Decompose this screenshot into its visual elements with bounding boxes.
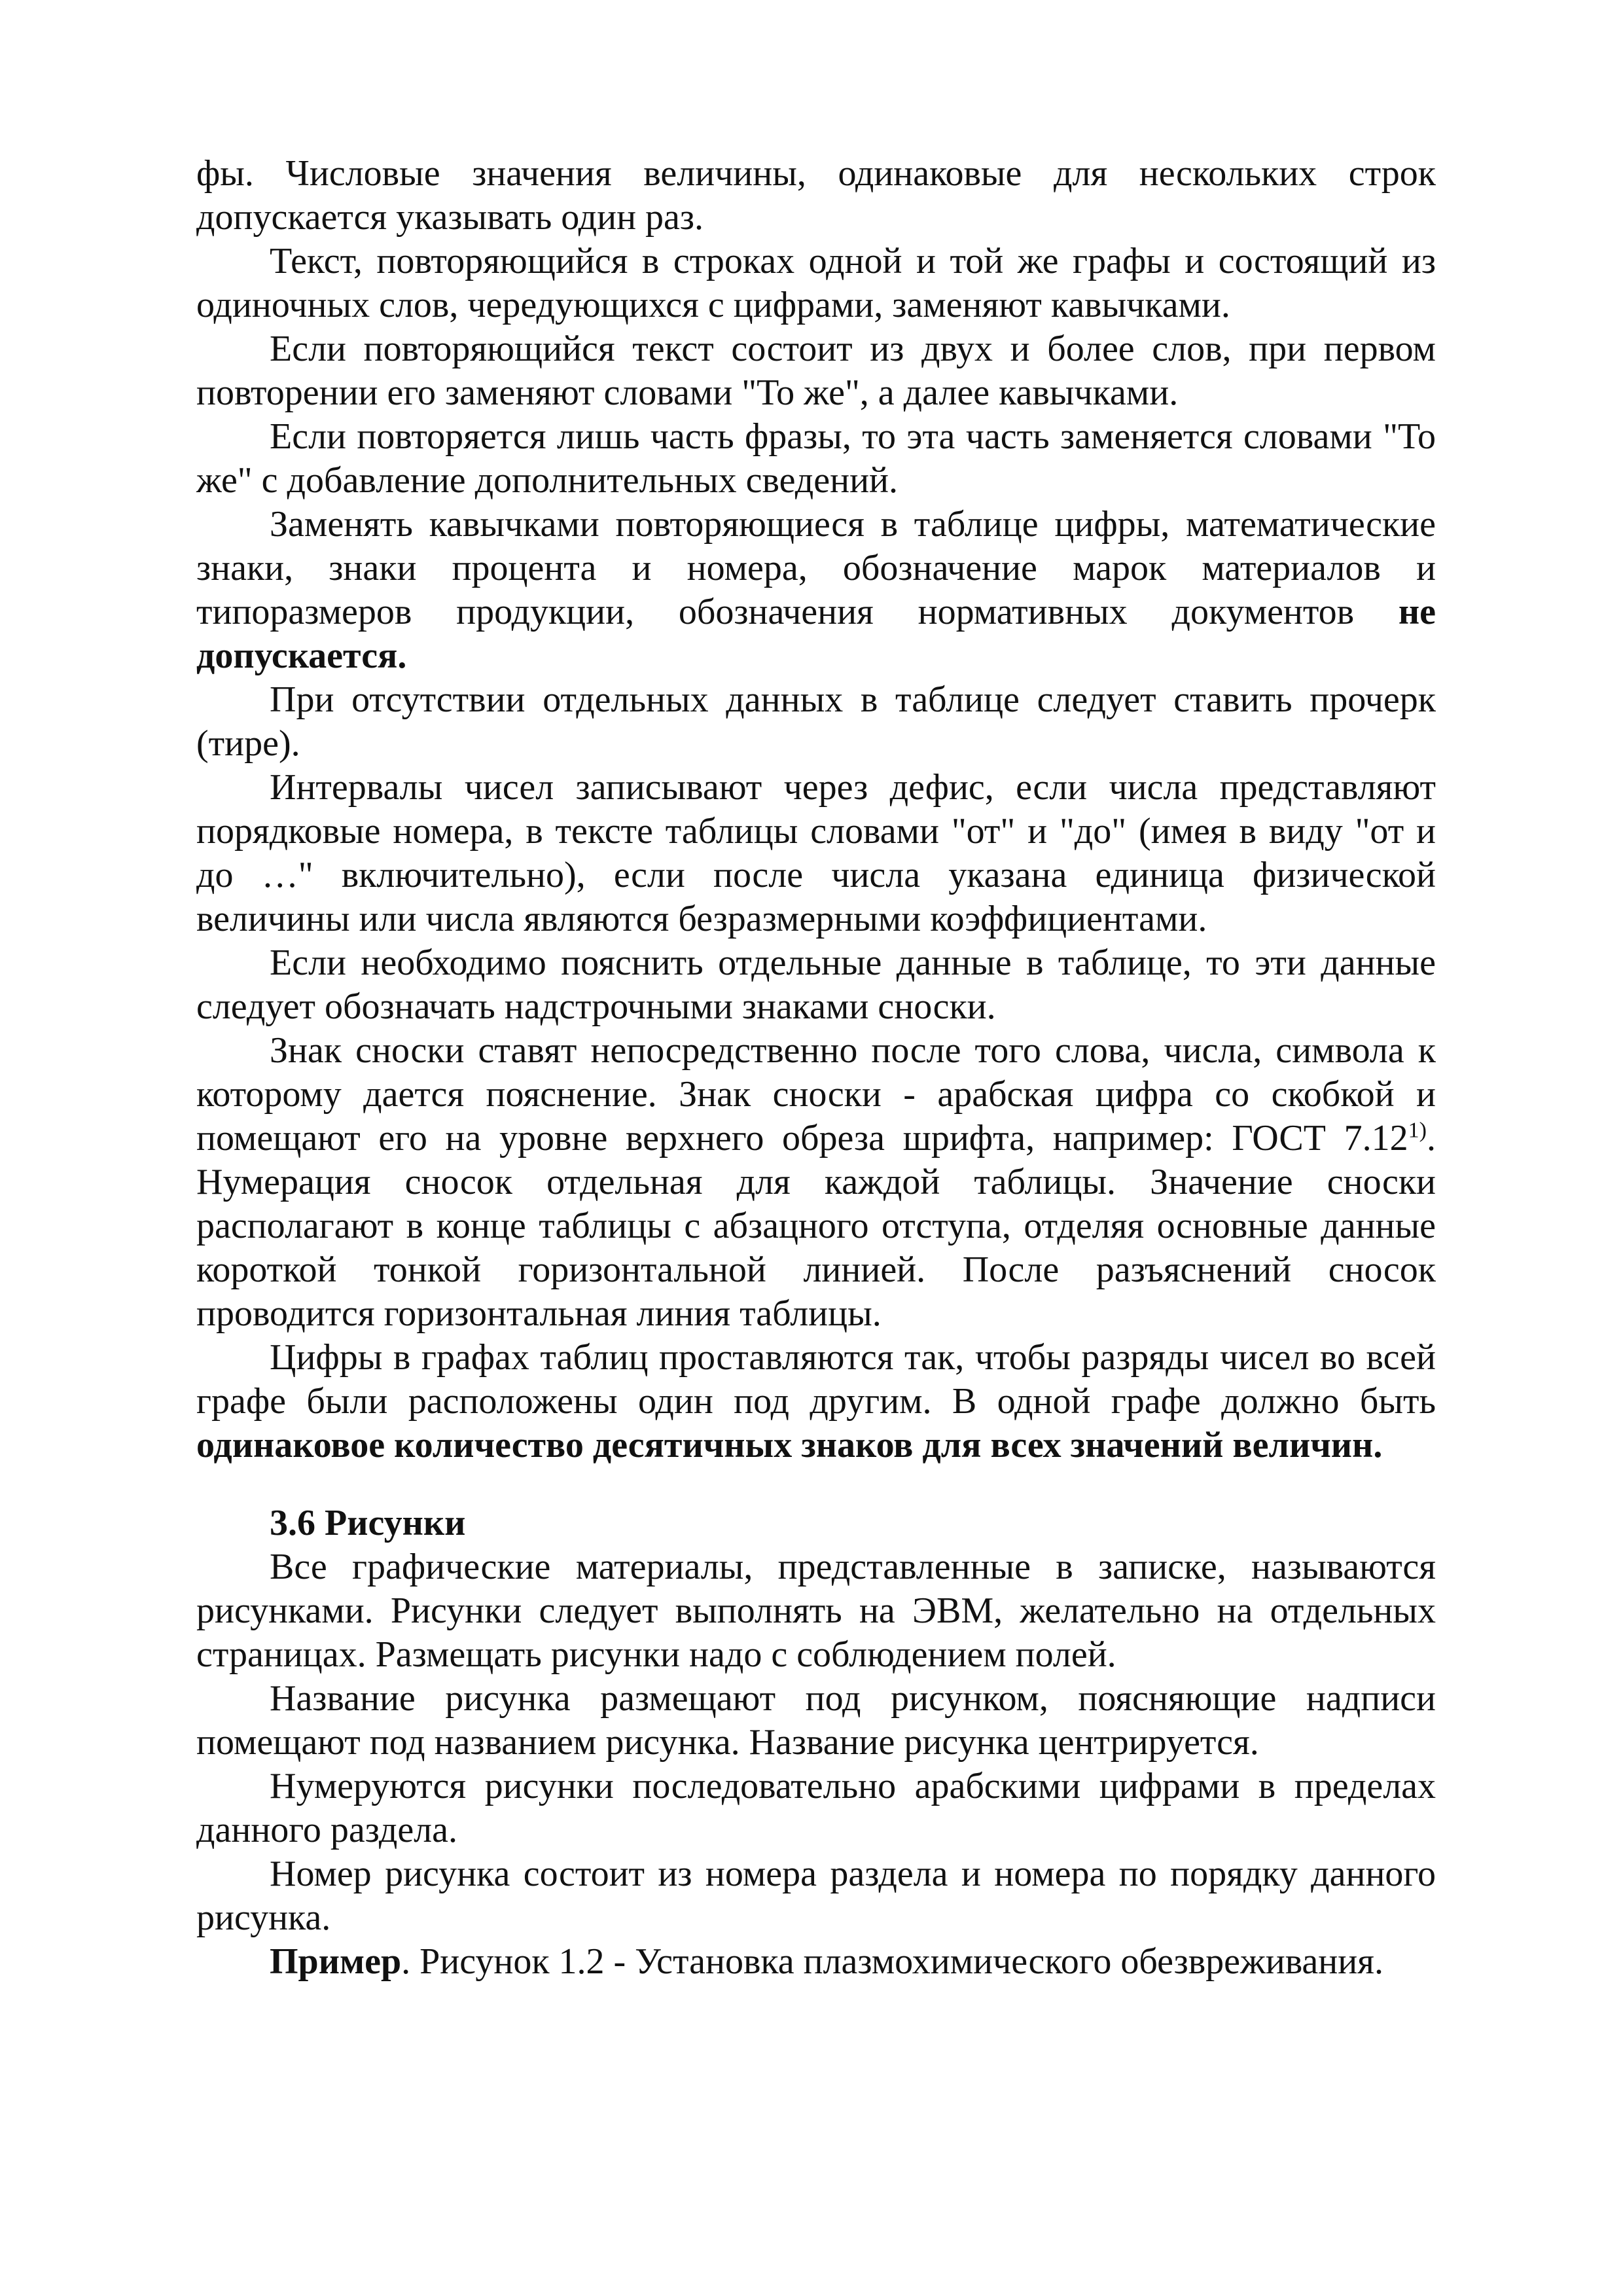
paragraph xyxy=(196,503,1436,678)
document-page xyxy=(196,152,1436,1984)
paragraph: Если повторяется лишь часть фразы, то эта часть заменяется словами "То же" с добавление дополнительных сведений. xyxy=(196,416,1436,501)
paragraph-text: Знак сноски ставят непосредственно после того слова, числа, символа к которому дается пояснение. Знак сноски - арабская цифра со скобкой и помещают его на уровне верхнего обреза шрифта, например: ГОСТ 7.12 xyxy=(196,1030,1436,1158)
paragraph-text: . Нумерация сносок отдельная для каждой таблицы. Значение сноски располагают в конце таблицы с абзацного отступа, отделяя основные данные короткой тонкой горизонтальной линией. После разъяснений сносок проводится горизонтальная линия таблицы. xyxy=(196,1118,1436,1334)
paragraph: Номер рисунка состоит из номера раздела и номера по порядку данного рисунка. xyxy=(196,1854,1436,1938)
paragraph: Текст, повторяющийся в строках одной и той же графы и состоящий из одиночных слов, чередующихся с цифрами, заменяют кавычками. xyxy=(196,241,1436,325)
example-label: Пример xyxy=(270,1941,402,1982)
paragraph: Если повторяющийся текст состоит из двух и более слов, при первом повторении его заменяют словами "То же", а далее кавычками. xyxy=(196,329,1436,413)
paragraph xyxy=(196,1029,1436,1336)
paragraph-text: Цифры в графах таблиц проставляются так, чтобы разряды чисел во всей графе были расположены один под другим. В одной графе должно быть xyxy=(196,1337,1436,1422)
paragraph: При отсутствии отдельных данных в таблице следует ставить прочерк (тире). xyxy=(196,679,1436,764)
paragraph: Интервалы чисел записывают через дефис, если числа представляют порядковые номера, в тексте таблицы словами "от" и "до" (имея в виду "от и до …" включительно), если после числа указана единица физической величины или числа являются безразмерными коэффициентами. xyxy=(196,767,1436,939)
paragraph: Все графические материалы, представленные в записке, называются рисунками. Рисунки следует выполнять на ЭВМ, желательно на отдельных страницах. Размещать рисунки надо с соблюдением полей. xyxy=(196,1547,1436,1675)
paragraph xyxy=(196,1336,1436,1467)
paragraph-text: . Рисунок 1.2 - Установка плазмохимического обезвреживания. xyxy=(401,1941,1383,1982)
paragraph: Название рисунка размещают под рисунком, поясняющие надписи помещают под названием рисунка. Название рисунка центрируется. xyxy=(196,1678,1436,1763)
paragraph: Нумеруются рисунки последовательно арабскими цифрами в пределах данного раздела. xyxy=(196,1766,1436,1850)
paragraph-bold-text: не допускается. xyxy=(196,592,1436,676)
paragraph: фы. Числовые значения величины, одинаковые для нескольких строк допускается указывать один раз. xyxy=(196,153,1436,238)
footnote-mark: 1) xyxy=(1408,1118,1427,1143)
paragraph-text: Заменять кавычками повторяющиеся в таблице цифры, математические знаки, знаки процента и номера, обозначение марок материалов и типоразмеров продукции, обозначения нормативных документов xyxy=(196,504,1436,632)
section-heading: 3.6 Рисунки xyxy=(270,1503,466,1543)
paragraph xyxy=(196,1940,1436,1984)
paragraph-bold-text: одинаковое количество десятичных знаков для всех значений величин. xyxy=(196,1425,1383,1465)
paragraph: Если необходимо пояснить отдельные данные в таблице, то эти данные следует обозначать надстрочными знаками сноски. xyxy=(196,942,1436,1027)
